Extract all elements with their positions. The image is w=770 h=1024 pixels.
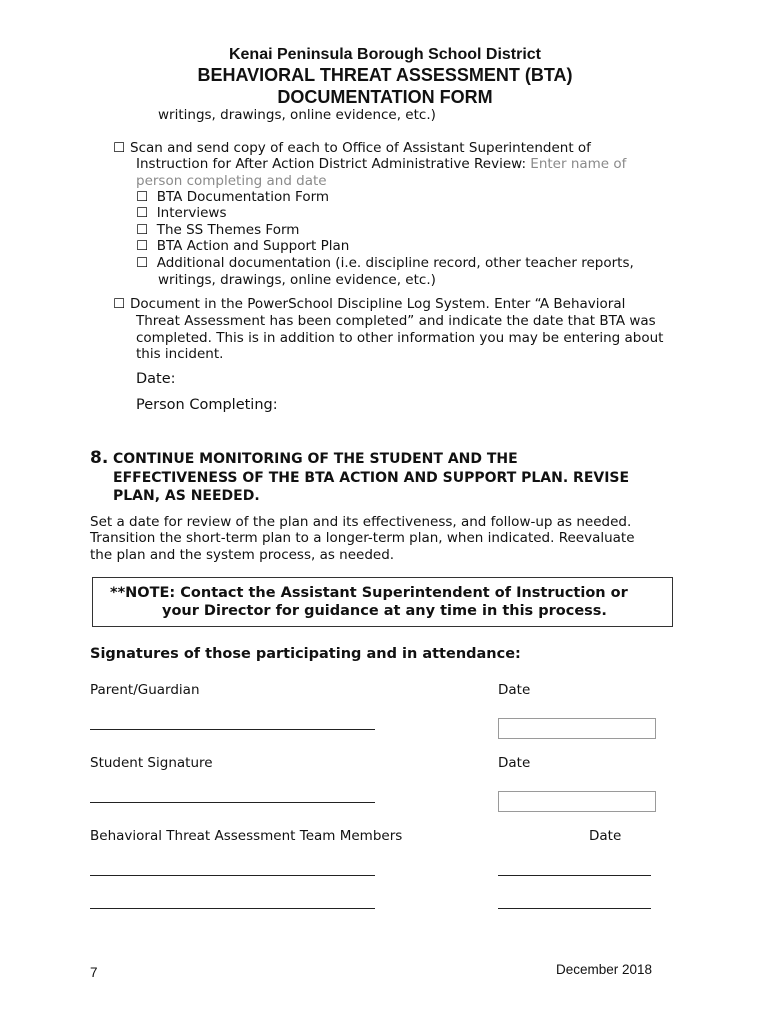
scan-text-line2-label: Instruction for After Action District Administrative Review: [136,156,526,172]
subitem-checkbox[interactable]: ☐ [136,222,149,238]
district-name: Kenai Peninsula Borough School District [228,46,542,63]
footer-date: December 2018 [556,962,653,977]
powerschool-line1: Document in the PowerSchool Discipline Log System. Enter “A Behavioral [130,296,626,312]
date-label: Date: [136,371,176,387]
subitem-label: BTA Action and Support Plan [156,238,350,254]
team-date-line-1[interactable] [498,875,651,876]
subitem-label: Additional documentation (i.e. discipline record, other teacher reports, [156,255,634,271]
page-number: 7 [90,965,98,980]
student-date-label: Date [498,755,531,771]
section-heading-line1: CONTINUE MONITORING OF THE STUDENT AND THE [113,451,518,467]
team-signature-line-2[interactable] [90,908,375,909]
section-heading-line3: PLAN, AS NEEDED. [113,488,260,504]
section-number: 8. [90,448,109,468]
reviewer-name-field-cont[interactable]: person completing and date [136,173,327,189]
subitem-label: Interviews [156,205,227,221]
section-body-line2: Transition the short-term plan to a longer-term plan, when indicated. Reevaluate [90,530,635,546]
subitem-checkbox[interactable]: ☐ [136,255,149,271]
form-title-line1: BEHAVIORAL THREAT ASSESSMENT (BTA) [197,65,573,85]
section-heading-line2: EFFECTIVENESS OF THE BTA ACTION AND SUPPORT PLAN. REVISE [113,470,630,486]
subitem-label: The SS Themes Form [156,222,300,238]
subitem-interviews [136,205,227,221]
team-date-line-2[interactable] [498,908,651,909]
team-members-label: Behavioral Threat Assessment Team Members [90,828,403,844]
parent-signature-line[interactable] [90,729,375,730]
powerschool-line3: completed. This is in addition to other information you may be entering about [136,330,664,346]
subitem-checkbox[interactable]: ☐ [136,238,149,254]
subitem-continuation: writings, drawings, online evidence, etc.) [158,272,436,288]
team-signature-line-1[interactable] [90,875,375,876]
note-line1: **NOTE: Contact the Assistant Superintendent of Instruction or [110,585,628,601]
subitem-action-plan [136,238,349,254]
signatures-heading: Signatures of those participating and in attendance: [90,646,521,662]
powerschool-checkbox[interactable]: ☐ [113,296,126,312]
student-signature-label: Student Signature [90,755,213,771]
subitem-bta-form [136,189,329,205]
section-body-line1: Set a date for review of the plan and its effectiveness, and follow-up as needed. [90,514,632,530]
parent-guardian-label: Parent/Guardian [90,682,200,698]
team-date-label: Date [589,828,622,844]
continuation-text: writings, drawings, online evidence, etc.) [158,107,436,123]
student-signature-line[interactable] [90,802,375,803]
parent-date-input[interactable] [498,718,656,739]
powerschool-line4: this incident. [136,346,224,362]
powerschool-line2: Threat Assessment has been completed” and indicate the date that BTA was [136,313,656,329]
person-completing-label: Person Completing: [136,397,278,413]
subitem-additional-docs [136,255,634,271]
subitem-checkbox[interactable]: ☐ [136,189,149,205]
subitem-checkbox[interactable]: ☐ [136,205,149,221]
note-box [92,577,673,627]
form-title-line2: DOCUMENTATION FORM [277,87,493,107]
scan-text-line2 [136,156,626,172]
parent-date-label: Date [498,682,531,698]
subitem-label: BTA Documentation Form [156,189,330,205]
note-line2: your Director for guidance at any time in this process. [162,603,607,619]
scan-checkbox[interactable]: ☐ [113,140,126,156]
subitem-ss-themes [136,222,299,238]
section-body-line3: the plan and the system process, as needed. [90,547,395,563]
scan-text-line1: Scan and send copy of each to Office of Assistant Superintendent of [130,140,591,156]
reviewer-name-field[interactable]: Enter name of [530,156,627,172]
student-date-input[interactable] [498,791,656,812]
